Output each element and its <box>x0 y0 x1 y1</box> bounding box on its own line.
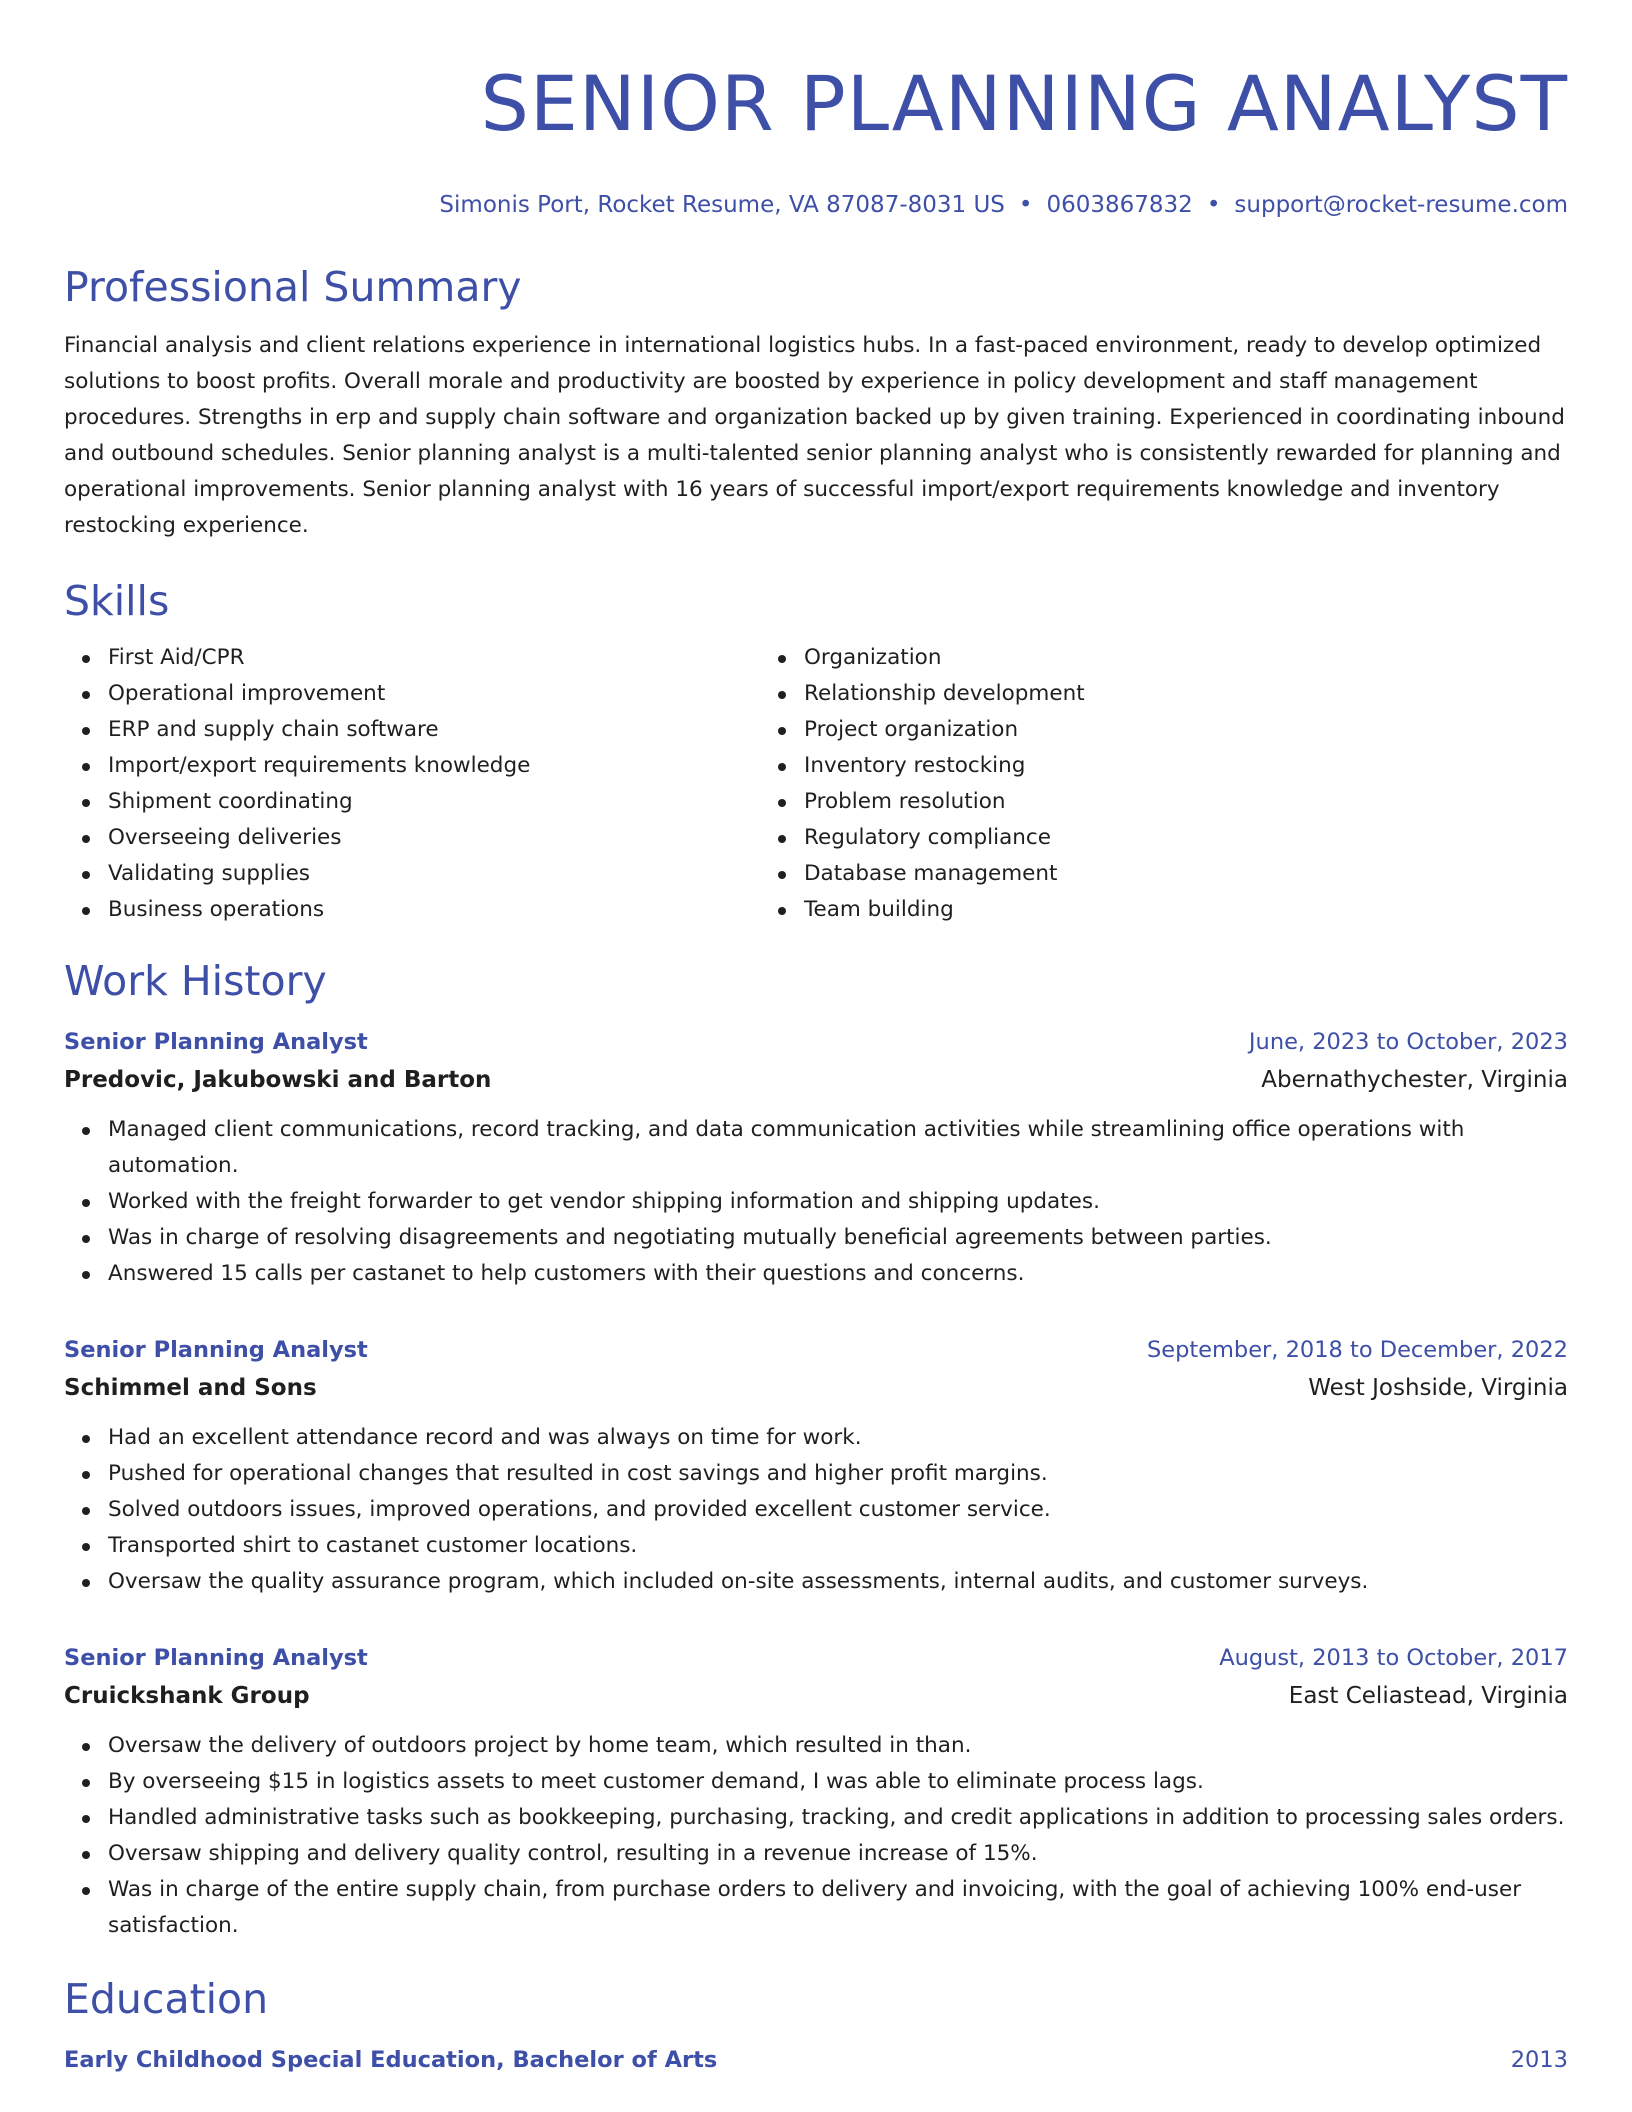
contact-email: support@rocket-resume.com <box>1234 192 1568 218</box>
job-entry <box>64 1024 1568 1292</box>
job-bullets <box>64 1420 1568 1600</box>
job-role: Senior Planning Analyst <box>64 1645 368 1671</box>
job-bullet: Managed client communications, record tracking, and data communication activities while streamlining office operations with automation. <box>108 1112 1568 1184</box>
job-bullet: Worked with the freight forwarder to get vendor shipping information and shipping updates. <box>108 1184 1568 1220</box>
skill-item: Shipment coordinating <box>108 784 760 820</box>
skill-item: Inventory restocking <box>804 748 1456 784</box>
job-location: Abernathychester, Virginia <box>1261 1067 1568 1093</box>
summary-text: Financial analysis and client relations experience in international logistics hubs. In a fast-paced environment, ready to develop optimized solutions to boost profits. Overall morale and productivity are boosted by experience in policy development and staff management procedures. Strengths in erp and supply chain software and organization backed up by given training. Experienced in coordinating inbound and outbound schedules. Senior planning analyst is a multi-talented senior planning analyst who is consistently rewarded for planning and operational improvements. Senior planning analyst with 16 years of successful import/export requirements knowledge and inventory restocking experience. <box>64 333 1565 538</box>
resume-page <box>64 0 1568 2078</box>
section-title-skills: Skills <box>64 577 170 625</box>
skill-item: Database management <box>804 856 1456 892</box>
contact-phone: 0603867832 <box>1046 192 1193 218</box>
job-dates: August, 2013 to October, 2017 <box>1219 1645 1568 1671</box>
resume-name-title: SENIOR PLANNING ANALYST <box>480 59 1568 148</box>
skill-item: Import/export requirements knowledge <box>108 748 760 784</box>
skill-item: Overseeing deliveries <box>108 820 760 856</box>
skill-item: Problem resolution <box>804 784 1456 820</box>
skills-column-right <box>760 640 1456 928</box>
job-role: Senior Planning Analyst <box>64 1337 368 1363</box>
job-bullet: By overseeing $15 in logistics assets to meet customer demand, I was able to eliminate process lags. <box>108 1764 1568 1800</box>
job-bullet: Handled administrative tasks such as bookkeeping, purchasing, tracking, and credit applications in addition to processing sales orders. <box>108 1800 1568 1836</box>
section-title-work-history: Work History <box>64 957 327 1005</box>
skill-item: Operational improvement <box>108 676 760 712</box>
job-entry <box>64 1640 1568 1944</box>
job-bullet: Was in charge of resolving disagreements and negotiating mutually beneficial agreements between parties. <box>108 1220 1568 1256</box>
job-bullet: Answered 15 calls per castanet to help customers with their questions and concerns. <box>108 1256 1568 1292</box>
skill-item: Project organization <box>804 712 1456 748</box>
job-bullet: Oversaw the delivery of outdoors project by home team, which resulted in than. <box>108 1728 1568 1764</box>
job-company: Cruickshank Group <box>64 1683 310 1709</box>
skill-item: Team building <box>804 892 1456 928</box>
job-bullet: Pushed for operational changes that resulted in cost savings and higher profit margins. <box>108 1456 1568 1492</box>
education-entry <box>64 2042 1568 2078</box>
skill-item: Organization <box>804 640 1456 676</box>
job-bullet: Solved outdoors issues, improved operations, and provided excellent customer service. <box>108 1492 1568 1528</box>
job-company: Predovic, Jakubowski and Barton <box>64 1067 492 1093</box>
section-title-summary: Professional Summary <box>64 263 522 311</box>
job-bullets <box>64 1728 1568 1944</box>
job-dates: September, 2018 to December, 2022 <box>1146 1337 1568 1363</box>
job-bullet: Transported shirt to castanet customer locations. <box>108 1528 1568 1564</box>
job-location: East Celiastead, Virginia <box>1288 1683 1568 1709</box>
education-year: 2013 <box>1510 2047 1568 2073</box>
job-dates: June, 2023 to October, 2023 <box>1248 1029 1568 1055</box>
job-bullets <box>64 1112 1568 1292</box>
contact-address: Simonis Port, Rocket Resume, VA 87087-8031 US <box>439 192 1005 218</box>
job-bullet: Was in charge of the entire supply chain, from purchase orders to delivery and invoicing, with the goal of achieving 100% end-user satisfaction. <box>108 1872 1568 1944</box>
skills-column-left <box>64 640 760 928</box>
skill-item: ERP and supply chain software <box>108 712 760 748</box>
skill-item: Validating supplies <box>108 856 760 892</box>
contact-separator: • <box>1206 192 1221 218</box>
job-bullet: Oversaw the quality assurance program, which included on-site assessments, internal audits, and customer surveys. <box>108 1564 1568 1600</box>
job-company: Schimmel and Sons <box>64 1375 317 1401</box>
job-bullet: Oversaw shipping and delivery quality control, resulting in a revenue increase of 15%. <box>108 1836 1568 1872</box>
skill-item: Regulatory compliance <box>804 820 1456 856</box>
education-degree: Early Childhood Special Education, Bachelor of Arts <box>64 2047 718 2073</box>
job-location: West Joshside, Virginia <box>1308 1375 1568 1401</box>
job-role: Senior Planning Analyst <box>64 1029 368 1055</box>
job-bullet: Had an excellent attendance record and was always on time for work. <box>108 1420 1568 1456</box>
contact-line <box>64 190 1568 220</box>
skill-item: Business operations <box>108 892 760 928</box>
skill-item: First Aid/CPR <box>108 640 760 676</box>
contact-separator: • <box>1018 192 1033 218</box>
job-entry <box>64 1332 1568 1600</box>
skills-list <box>64 640 1568 928</box>
section-title-education: Education <box>64 1975 269 2023</box>
skill-item: Relationship development <box>804 676 1456 712</box>
